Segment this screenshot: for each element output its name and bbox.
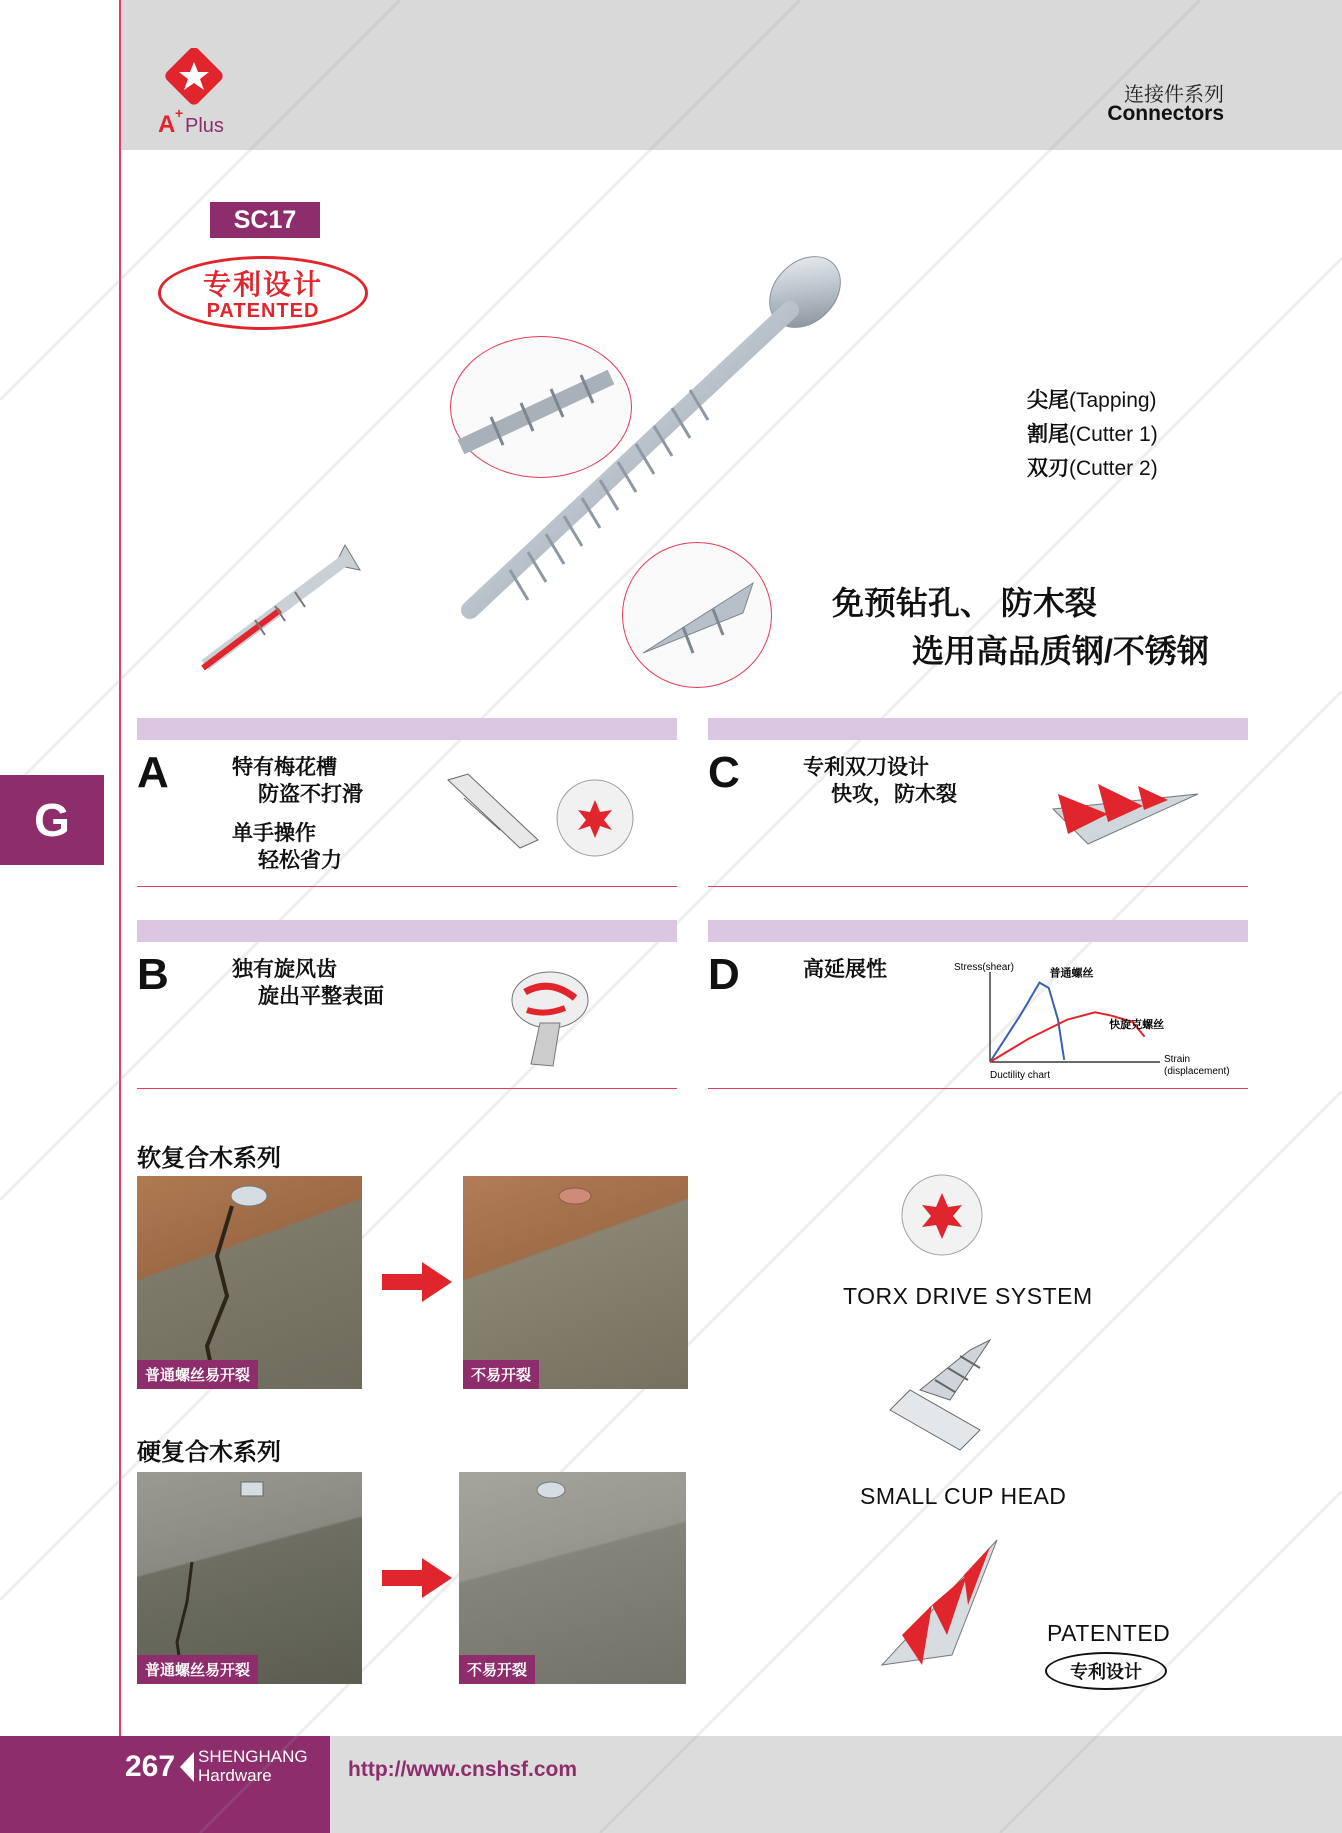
crack-icon xyxy=(137,1176,362,1389)
zoom-circle-lower xyxy=(622,542,772,688)
chevron-left-icon xyxy=(178,1752,196,1782)
torx-head-illustration xyxy=(900,1173,984,1257)
tip-tapping xyxy=(1027,384,1158,414)
tip-labels xyxy=(1027,384,1158,482)
feature-b-bar xyxy=(137,920,677,942)
feature-c-text xyxy=(803,754,957,808)
patent-stamp xyxy=(158,256,368,330)
feature-a-rule xyxy=(137,886,677,887)
soft-wood-before-caption: 普通螺丝易开裂 xyxy=(137,1360,258,1389)
feature-b-rule xyxy=(137,1088,677,1089)
ductility-chart xyxy=(952,958,1242,1084)
feature-d-letter: D xyxy=(708,950,740,999)
thread-detail-icon xyxy=(451,337,631,477)
feature-a-bar xyxy=(137,718,677,740)
feature-b-line1: 独有旋风齿 xyxy=(232,958,337,981)
headline-line-2: 选用高品质钢/不锈钢 xyxy=(912,633,1209,669)
tip-cutter1-en: (Cutter 1) xyxy=(1069,423,1158,446)
tip-cutter2-en: (Cutter 2) xyxy=(1069,457,1158,480)
tip-cutter2 xyxy=(1027,452,1158,482)
tip-tapping-cn: 尖尾 xyxy=(1027,389,1069,412)
hard-wood-after-caption: 不易开裂 xyxy=(459,1655,535,1684)
tip-tapping-en: (Tapping) xyxy=(1069,389,1157,412)
patented-cutter-illustration xyxy=(872,1535,1012,1685)
feature-a-letter: A xyxy=(137,748,169,797)
torx-drive-icon xyxy=(900,1173,984,1257)
feature-b-letter: B xyxy=(137,950,169,999)
footer-url-link[interactable]: http://www.cnshsf.com xyxy=(348,1758,578,1781)
chart-x-label xyxy=(1164,1054,1230,1077)
soft-wood-after-photo xyxy=(463,1176,688,1389)
feature-c-bar xyxy=(708,718,1248,740)
feature-a-text xyxy=(232,754,363,874)
chart-y-label: Stress(shear) xyxy=(954,962,1015,973)
svg-text:+: + xyxy=(175,105,184,121)
feature-d-text xyxy=(803,956,887,983)
feature-a-line3: 单手操作 xyxy=(232,822,316,845)
ductility-chart-svg xyxy=(952,958,1242,1084)
soft-wood-before-photo xyxy=(137,1176,362,1389)
product-code-badge xyxy=(210,202,320,238)
feature-c-line2: 快攻，防木裂 xyxy=(831,783,957,806)
patent-stamp-en: PATENTED xyxy=(206,300,320,322)
hard-wood-after-photo xyxy=(459,1472,686,1684)
tip-cutter2-cn: 双刃 xyxy=(1027,457,1069,480)
chart-series-label-2: 快旋克螺丝 xyxy=(1109,1019,1165,1032)
tip-cutter1 xyxy=(1027,418,1158,448)
feature-b-text xyxy=(232,956,384,1010)
tip-cutter1-cn: 割尾 xyxy=(1027,423,1069,446)
page-number: 267 xyxy=(125,1750,176,1783)
feature-d-line1: 高延展性 xyxy=(803,958,887,981)
svg-text:Plus: Plus xyxy=(185,115,224,137)
torx-label: TORX DRIVE SYSTEM xyxy=(843,1283,1093,1309)
section-tab-g xyxy=(0,775,104,865)
hard-wood-before-photo xyxy=(137,1472,362,1684)
feature-d-rule xyxy=(708,1088,1248,1089)
feature-d-bar xyxy=(708,920,1248,942)
soft-wood-title: 软复合木系列 xyxy=(137,1145,281,1172)
chart-title: Ductility chart xyxy=(990,1070,1051,1081)
patented-cutter-icon xyxy=(872,1535,1012,1685)
cup-head-label: SMALL CUP HEAD xyxy=(860,1483,1067,1509)
double-cutter-icon xyxy=(1048,774,1208,864)
cyclone-head-icon xyxy=(505,968,595,1068)
chart-x-label-2: (displacement) xyxy=(1164,1066,1230,1077)
soft-wood-after-caption: 不易开裂 xyxy=(463,1360,539,1389)
chart-series-line-1 xyxy=(990,983,1064,1062)
right-arrow-icon xyxy=(382,1262,452,1302)
small-screw-illustration xyxy=(195,540,365,670)
series-title-cn: 连接件系列 xyxy=(1124,84,1224,106)
chart-x-label-1: Strain xyxy=(1164,1054,1191,1065)
hard-wood-before-caption: 普通螺丝易开裂 xyxy=(137,1655,258,1684)
feature-a-line4: 轻松省力 xyxy=(258,849,342,872)
red-screw-icon xyxy=(195,540,365,670)
patented-oval xyxy=(1045,1652,1167,1690)
headline-line-1: 免预钻孔、 防木裂 xyxy=(832,585,1097,621)
patented-label-cn: 专利设计 xyxy=(1070,1662,1142,1682)
feature-c-rule xyxy=(708,886,1248,887)
product-code: SC17 xyxy=(233,205,297,234)
svg-text:A: A xyxy=(158,111,176,138)
series-title-en: Connectors xyxy=(1107,102,1224,125)
footer-brand xyxy=(198,1747,308,1785)
hard-wood-arrow xyxy=(382,1558,452,1603)
section-tab-letter: G xyxy=(34,794,70,846)
feature-c-illustration xyxy=(1048,774,1208,864)
feature-b-line2: 旋出平整表面 xyxy=(258,985,384,1008)
footer-brand-line1: SHENGHANG xyxy=(198,1747,308,1766)
feature-c-line1: 专利双刀设计 xyxy=(803,756,929,779)
feature-a-illustration xyxy=(440,770,640,870)
brand-logo xyxy=(158,48,238,138)
crack-icon-hard xyxy=(137,1472,362,1684)
feature-c-letter: C xyxy=(708,748,740,797)
feature-b-illustration xyxy=(505,968,595,1068)
screw-head-icon-2 xyxy=(459,1472,686,1684)
cup-head-icon xyxy=(880,1330,1000,1460)
right-arrow-icon-2 xyxy=(382,1558,452,1598)
zoom-circle-upper xyxy=(450,336,632,478)
cup-head-illustration xyxy=(880,1330,1000,1460)
footer-brand-line2: Hardware xyxy=(198,1766,272,1785)
chart-series-label-1: 普通螺丝 xyxy=(1049,967,1094,980)
chart-series-group xyxy=(990,966,1164,1062)
patented-label-en: PATENTED xyxy=(1047,1620,1171,1646)
brand-logo-icon xyxy=(158,48,238,138)
footer-chevron xyxy=(178,1752,196,1787)
feature-a-line1: 特有梅花槽 xyxy=(232,756,337,779)
screw-head-icon xyxy=(463,1176,688,1389)
patent-stamp-cn: 专利设计 xyxy=(202,269,323,300)
torx-bit-icon xyxy=(440,770,640,870)
feature-a-line2: 防盗不打滑 xyxy=(258,783,363,806)
soft-wood-arrow xyxy=(382,1262,452,1307)
hard-wood-title: 硬复合木系列 xyxy=(137,1439,281,1466)
tip-detail-icon xyxy=(623,543,771,687)
